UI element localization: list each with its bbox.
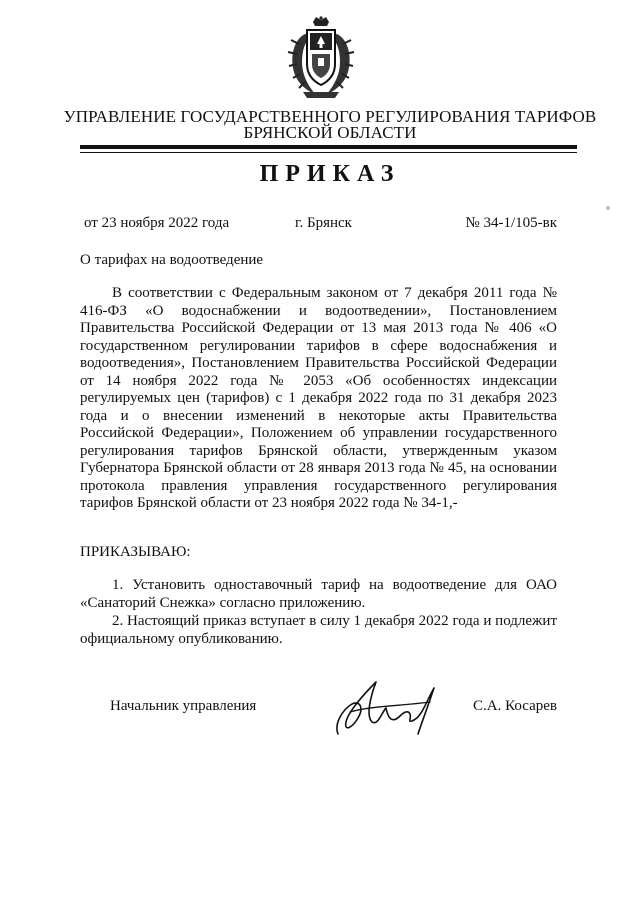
organization-name-line-2: БРЯНСКОЙ ОБЛАСТИ xyxy=(243,123,417,142)
document-title: ПРИКАЗ xyxy=(259,161,401,187)
document-city: г. Брянск xyxy=(295,215,352,231)
header-divider-thin xyxy=(80,152,577,153)
signer-position: Начальник управления xyxy=(110,698,257,714)
coat-of-arms-icon xyxy=(285,14,357,100)
handwritten-signature-icon xyxy=(330,672,445,742)
document-subject: О тарифах на водоотведение xyxy=(80,252,264,268)
preamble-paragraph: В соответствии с Федеральным законом от 7 декабря 2011 года № 416-ФЗ «О водоснабжении и водоотведении», Постановлением Правительства Российской Федерации от 13 мая 2013 года № 406 «О государственном регулировании тарифов в сфере водоснабжения и водоотведения», Постановлением Правительства Российской Федерации от 14 ноября 2022 года № 2053 «Об особенностях индексации регулируемых цен (тарифов) с 1 декабря 2022 года по 31 декабря 2023 года и о внесении изменений в некоторые акты Правительства Российской Федерации», Положением об управлении государственного регулирования тарифов Брянской области, утвержденным указом Губернатора Брянской области от 28 января 2013 года № 45, на основании протокола правления управления государственного регулирования тарифов Брянской области от 23 ноября 2022 года № 34-1,- xyxy=(80,285,557,511)
signer-name: С.А. Косарев xyxy=(473,698,557,714)
organization-name-line-1: УПРАВЛЕНИЕ ГОСУДАРСТВЕННОГО РЕГУЛИРОВАНИЯ ТАРИФОВ xyxy=(63,107,597,126)
order-keyword: ПРИКАЗЫВАЮ: xyxy=(80,544,191,560)
margin-dot xyxy=(606,206,610,210)
order-item-2: 2. Настоящий приказ вступает в силу 1 декабря 2022 года и подлежит официальному опубликованию. xyxy=(80,613,557,647)
order-item-1: 1. Установить одноставочный тариф на водоотведение для ОАО «Санаторий Снежка» согласно приложению. xyxy=(80,577,557,611)
header-divider-thick xyxy=(80,145,577,149)
document-number: № 34-1/105-вк xyxy=(465,215,557,231)
document-date: от 23 ноября 2022 года xyxy=(84,215,230,231)
